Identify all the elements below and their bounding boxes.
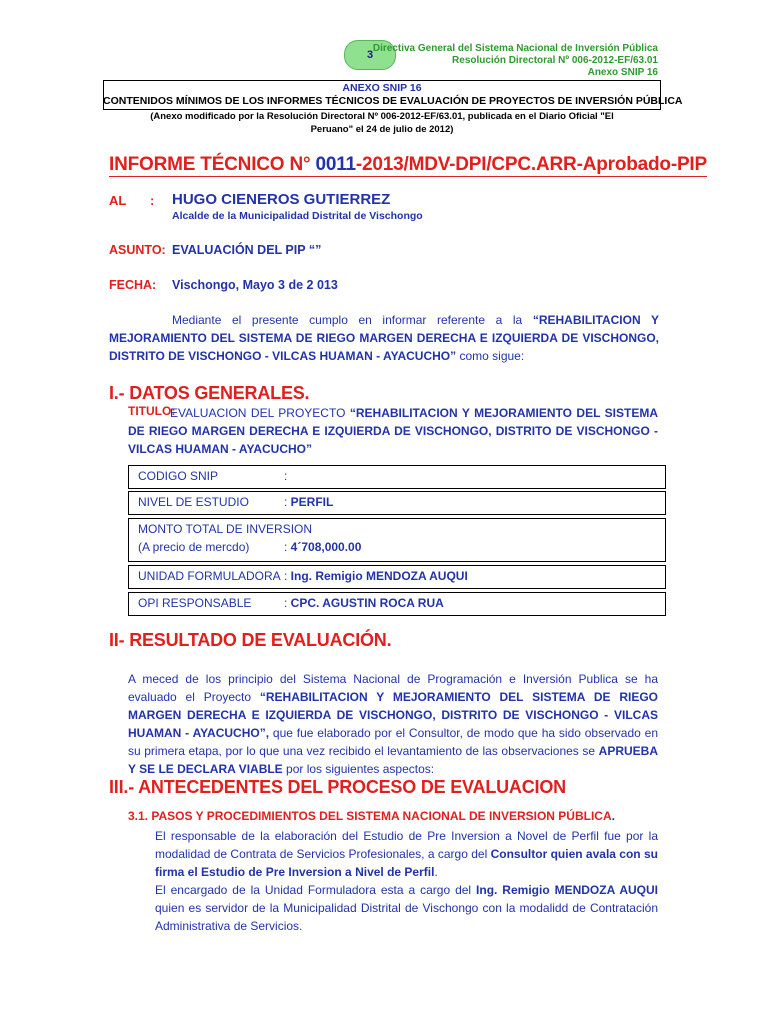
snip-code-separator: : bbox=[284, 469, 288, 483]
evaluation-middle: que fue elaborado por el Consultor, de modo que ha sido observado en su primera etapa, por lo que una vez recibido el levantamiento de las observaciones se bbox=[128, 726, 658, 758]
study-level-separator: : bbox=[284, 495, 291, 509]
procedure-1-end: . bbox=[434, 865, 438, 879]
date-label: FECHA: bbox=[109, 278, 157, 292]
total-investment-value bbox=[284, 540, 361, 554]
report-number: 0011 bbox=[315, 154, 356, 175]
opi-separator: : bbox=[284, 596, 291, 610]
snip-code-label: CODIGO SNIP bbox=[138, 469, 219, 483]
total-investment-sublabel: (A precio de mercdo) bbox=[138, 540, 250, 554]
page-number: 3 bbox=[366, 49, 374, 61]
procedure-2-tail: quien es servidor de la Municipalidad Distrital de Vischongo con la modalidd de Contratación Administrativa de Servicios. bbox=[155, 901, 658, 933]
procedure-paragraph-1 bbox=[155, 827, 658, 881]
table-row-formulating-unit bbox=[128, 565, 666, 589]
table-row-snip-code bbox=[128, 465, 666, 489]
formulating-unit-text: Ing. Remigio MENDOZA AUQUI bbox=[290, 569, 468, 583]
evaluation-tail: por los siguientes aspectos: bbox=[282, 762, 435, 776]
study-level-label: NIVEL DE ESTUDIO bbox=[138, 495, 249, 509]
project-title-name: “REHABILITACION Y MEJORAMIENTO DEL SISTEMA DE RIEGO MARGEN DERECHA E IZQUIERDA DE VISCHONGO, DISTRITO DE VISCHONGO - VILCAS HUAMAN - AYACUCHO” bbox=[128, 406, 658, 456]
report-title bbox=[109, 154, 707, 177]
table-row-study-level bbox=[128, 491, 666, 515]
subject-value: EVALUACIÓN DEL PIP “” bbox=[172, 243, 322, 257]
to-label: AL bbox=[109, 193, 127, 208]
intro-paragraph bbox=[109, 311, 659, 365]
intro-tail: como sigue: bbox=[456, 349, 525, 363]
section-2-heading: II- RESULTADO DE EVALUACIÓN. bbox=[109, 630, 392, 650]
procedure-2-lead: El encargado de la Unidad Formuladora esta a cargo del bbox=[155, 883, 477, 897]
evaluation-result-paragraph bbox=[128, 670, 658, 778]
annex-subtitle: CONTENIDOS MÍNIMOS DE LOS INFORMES TÉCNICOS DE EVALUACIÓN DE PROYECTOS DE INVERSIÓN PÚBLICA bbox=[103, 95, 683, 107]
section-1-heading: I.- DATOS GENERALES. bbox=[109, 383, 310, 403]
evaluation-verdict: APRUEBA Y SE LE DECLARA VIABLE bbox=[128, 744, 658, 776]
date-value: Vischongo, Mayo 3 de 2 013 bbox=[172, 278, 338, 292]
procedure-paragraph-2 bbox=[155, 881, 658, 935]
subsection-3-1-period: . bbox=[611, 809, 615, 823]
header-annex: Anexo SNIP 16 bbox=[587, 67, 658, 78]
study-level-value bbox=[284, 495, 333, 509]
study-level-text: PERFIL bbox=[290, 495, 334, 509]
recipient-name: HUGO CIENEROS GUTIERREZ bbox=[172, 191, 391, 208]
header-resolution: Resolución Directoral Nº 006-2012-EF/63.01 bbox=[452, 55, 658, 66]
opi-text: CPC. AGUSTIN ROCA RUA bbox=[290, 596, 444, 610]
subsection-3-1-heading bbox=[128, 809, 615, 823]
procedure-1-bold: Consultor quien avala con su firma el Estudio de Pre Inversion a Nivel de Perfil bbox=[155, 847, 658, 879]
report-title-prefix: INFORME TÉCNICO N° bbox=[109, 154, 316, 175]
total-investment-text: 4´708,000.00 bbox=[290, 540, 362, 554]
project-title-paragraph bbox=[128, 404, 658, 458]
project-title-label: TITULO: bbox=[128, 404, 176, 418]
formulating-unit-label: UNIDAD FORMULADORA bbox=[138, 569, 281, 583]
evaluation-project-name: “REHABILITACION Y MEJORAMIENTO DEL SISTEMA DE RIEGO MARGEN DERECHA E IZQUIERDA DE VISCHONGO, DISTRITO DE VISCHONGO - VILCAS HUAMAN - AYACUCHO”, bbox=[128, 690, 658, 740]
total-investment-separator: : bbox=[284, 540, 291, 554]
to-separator: : bbox=[150, 193, 155, 208]
intro-lead: Mediante el presente cumplo en informar referente a la bbox=[172, 313, 533, 327]
snip-code-value bbox=[284, 469, 287, 483]
header-directive: Directiva General del Sistema Nacional de Inversión Pública bbox=[372, 43, 658, 54]
formulating-unit-separator: : bbox=[284, 569, 291, 583]
evaluation-lead: A meced de los principio del Sistema Nacional de Programación e Inversión Publica se ha evaluado el Proyecto bbox=[128, 672, 658, 704]
subsection-3-1-text: 3.1. PASOS Y PROCEDIMIENTOS DEL SISTEMA NACIONAL DE INVERSION PÚBLICA bbox=[128, 809, 612, 823]
report-title-suffix: -2013/MDV-DPI/CPC.ARR-Aprobado-PIP bbox=[355, 154, 707, 175]
section-3-heading: III.- ANTECEDENTES DEL PROCESO DE EVALUACION bbox=[109, 777, 566, 797]
opi-value bbox=[284, 596, 444, 610]
annex-note-line1: (Anexo modificado por la Resolución Directoral Nº 006-2012-EF/63.01, publicada en el Diario Oficial "El bbox=[150, 111, 614, 122]
formulating-unit-value bbox=[284, 569, 468, 583]
project-title-lead: EVALUACION DEL PROYECTO bbox=[170, 406, 350, 420]
table-row-opi bbox=[128, 592, 666, 616]
total-investment-label: MONTO TOTAL DE INVERSION bbox=[138, 522, 313, 536]
table-row-total-investment bbox=[128, 518, 666, 562]
annex-note-line2: Peruano" el 24 de julio de 2012) bbox=[310, 124, 454, 135]
procedure-2-bold: Ing. Remigio MENDOZA AUQUI bbox=[476, 883, 658, 897]
opi-label: OPI RESPONSABLE bbox=[138, 596, 252, 610]
subject-label: ASUNTO: bbox=[109, 243, 166, 257]
recipient-title: Alcalde de la Municipalidad Distrital de Vischongo bbox=[172, 210, 423, 222]
annex-title: ANEXO SNIP 16 bbox=[342, 82, 422, 94]
procedure-1-lead: El responsable de la elaboración del Estudio de Pre Inversion a Novel de Perfil fue por la modalidad de Contrata de Servicios Profesionales, a cargo del bbox=[155, 829, 658, 861]
intro-project-name: “REHABILITACION Y MEJORAMIENTO DEL SISTEMA DE RIEGO MARGEN DERECHA E IZQUIERDA DE VISCHONGO, DISTRITO DE VISCHONGO - VILCAS HUAMAN - AYACUCHO” bbox=[109, 313, 659, 363]
